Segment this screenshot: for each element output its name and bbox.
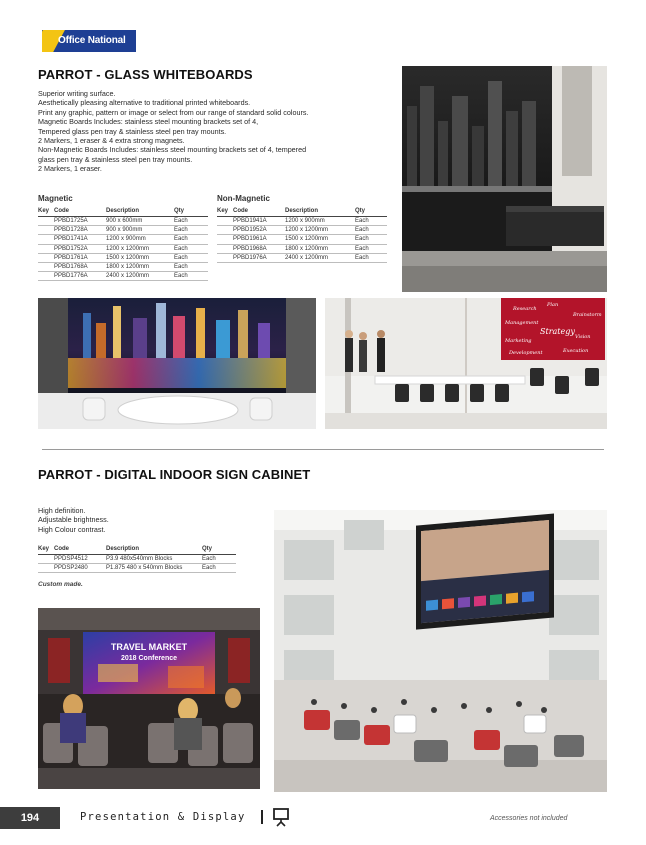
col-key: Key (38, 207, 54, 217)
desc-line: Aesthetically pleasing alternative to traditional printed whiteboards. (38, 98, 251, 108)
svg-text:Research: Research (513, 306, 537, 312)
page-number: 194 (0, 807, 60, 829)
glass-whiteboards-title: PARROT - GLASS WHITEBOARDS (38, 67, 253, 82)
table-row: PPBD1976A 2400 x 1200mm Each (217, 253, 387, 262)
col-key: Key (38, 545, 54, 555)
desc-line: High Colour contrast. (38, 524, 106, 534)
conference-led-screen-photo (38, 608, 260, 789)
table-row: PPBD1941A 1200 x 900mm Each (217, 217, 387, 226)
col-qty: Qty (174, 207, 208, 217)
table-row: PPDSP2480 P1.875 480 x 540mm Blocks Each (38, 564, 236, 573)
meeting-room-city-photo (38, 298, 316, 429)
desc-line: Superior writing surface. (38, 89, 116, 98)
table-row: PPBD1961A 1500 x 1200mm Each (217, 235, 387, 244)
svg-text:Plan: Plan (547, 302, 559, 308)
col-description: Description (106, 545, 202, 555)
desc-line: 2 Markers, 1 eraser & 4 extra strong magnets. (38, 136, 185, 146)
table-header-row (38, 207, 208, 217)
table-row: PPBD1768A 1800 x 1200mm Each (38, 262, 208, 271)
desc-line: Magnetic Boards Includes: stainless steel mounting brackets set of 4, (38, 117, 259, 127)
table-row: PPDSP4512 P3.9 480x540mm Blocks Each (38, 555, 236, 564)
svg-text:Development: Development (509, 350, 543, 356)
svg-text:Brainstorm: Brainstorm (573, 312, 602, 318)
presentation-board-icon (271, 807, 291, 827)
table-header-row (38, 545, 236, 555)
section-divider (42, 449, 604, 450)
glass-whiteboards-description (38, 89, 308, 174)
svg-text:Marketing: Marketing (505, 338, 532, 344)
svg-text:Management: Management (505, 320, 539, 326)
office-national-logo (42, 30, 136, 52)
col-description: Description (285, 207, 355, 217)
col-qty: Qty (355, 207, 387, 217)
non-magnetic-heading: Non-Magnetic (217, 194, 270, 203)
desc-line: High definition. (38, 506, 86, 515)
logo-text: Office National (58, 35, 126, 46)
digital-sign-table (38, 545, 236, 573)
col-code: Code (233, 207, 285, 217)
table-header-row (217, 207, 387, 217)
table-row: PPBD1725A 900 x 600mm Each (38, 217, 208, 226)
table-row: PPBD1776A 2400 x 1200mm Each (38, 272, 208, 281)
col-description: Description (106, 207, 174, 217)
atrium-led-sign-photo (274, 510, 607, 792)
table-row: PPBD1752A 1200 x 1200mm Each (38, 244, 208, 253)
digital-sign-cabinet-title: PARROT - DIGITAL INDOOR SIGN CABINET (38, 467, 311, 482)
desc-line: Tempered glass pen tray & stainless steel pen tray mounts. (38, 126, 227, 136)
accessories-note: Accessories not included (490, 815, 568, 822)
desc-line: Non-Magnetic Boards Includes: stainless steel mounting brackets set of 4, tempered (38, 145, 307, 155)
screen-line-1: TRAVEL MARKET (110, 642, 188, 652)
footer-category: Presentation & Display (80, 811, 246, 823)
table-row: PPBD1761A 1500 x 1200mm Each (38, 253, 208, 262)
footer-separator (261, 810, 263, 824)
desc-line: glass pen tray & stainless steel pen tray mounts. (38, 154, 193, 164)
table-row: PPBD1741A 1200 x 900mm Each (38, 235, 208, 244)
strategy-board-meeting-photo (325, 298, 607, 429)
col-qty: Qty (202, 545, 236, 555)
digital-sign-description (38, 506, 109, 534)
magnetic-heading: Magnetic (38, 194, 73, 203)
svg-text:Execution: Execution (563, 348, 589, 354)
desc-line: Print any graphic, pattern or image or select from our range of standard solid colours. (38, 107, 309, 117)
svg-text:Strategy: Strategy (540, 327, 575, 336)
table-row: PPBD1968A 1800 x 1200mm Each (217, 244, 387, 253)
col-code: Code (54, 207, 106, 217)
screen-line-2: 2018 Conference (120, 655, 178, 662)
table-row: PPBD1952A 1200 x 1200mm Each (217, 226, 387, 235)
office-city-wall-photo (402, 66, 607, 292)
svg-text:Vision: Vision (575, 334, 591, 340)
col-key: Key (217, 207, 233, 217)
desc-line: 2 Markers, 1 eraser. (38, 164, 102, 174)
col-code: Code (54, 545, 106, 555)
desc-line: Adjustable brightness. (38, 515, 109, 525)
non-magnetic-table (217, 207, 387, 263)
magnetic-table (38, 207, 208, 281)
custom-made-note: Custom made. (38, 581, 83, 588)
table-row: PPBD1728A 900 x 900mm Each (38, 226, 208, 235)
